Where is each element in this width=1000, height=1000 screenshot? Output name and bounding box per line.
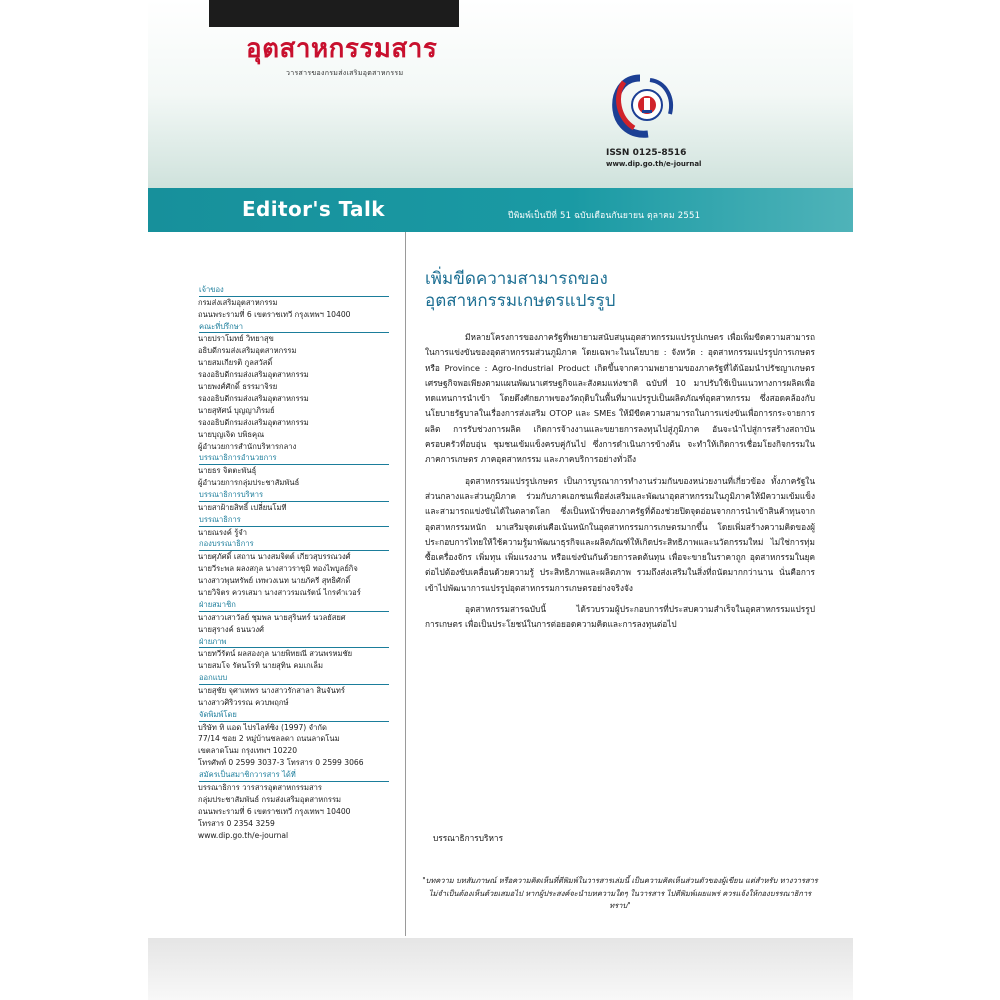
credit-line: นางสาวเสาวัลย์ ชุมพล นายสุรินทร์ นวลยัสยศ: [198, 612, 346, 622]
article-title-line-2: อุตสาหกรรมเกษตรแปรรูป: [425, 291, 616, 311]
article-paragraph: อุตสาหกรรมสารฉบับนี้ ได้รวบรวมผู้ประกอบการที่ประสบความสำเร็จในอุตสาหกรรมแปรรูปการเกษตร เพื่อเป็นประโยชน์ในการต่อยอดความคิดและการลงทุนต่อไป: [425, 604, 815, 630]
credit-line: นายบุญเจิด บพิธคุณ: [198, 429, 265, 439]
credit-heading-text: คณะที่ปรึกษา: [199, 322, 389, 334]
credit-line: ผู้อำนวยการสำนักบริหารกลาง: [198, 441, 297, 451]
credit-heading-text: ฝ่ายภาพ: [199, 637, 389, 649]
credit-line: นายสมเกียรติ กูลสวัสดิ์: [198, 358, 273, 368]
credit-line: รองอธิบดีกรมส่งเสริมอุตสาหกรรม: [198, 393, 309, 403]
credit-line: นางสาวพุนทรัพย์ เทพวงเนท นายภัครี สุทธิศักดิ์: [198, 576, 351, 586]
article-paragraph: อุตสาหกรรมแปรรูปเกษตร เป็นการบูรณาการทำงานร่วมกันของหน่วยงานที่เกี่ยวข้อง ทั้งภาครัฐในส่วนกลางและส่วนภูมิภาค ร่วมกับภาคเอกชนเพื่อส่งเสริมและพัฒนาอุตสาหกรรมในภูมิภาคให้มีความเข้มแข็งและสามารถแข่งขันได้ในตลาดโลก ซึ่งเป็นหน้าที่ของภาครัฐที่ต้องช่วยปิดจุดอ่อนจากการนำเข้าสินค้าทุนจากอุตสาหกรรมหนัก มาเสริมจุดเด่นคือเน้นหนักในอุตสาหกรรมการเกษตรมากขึ้น โดยเพิ่มสร้างความคิดของผู้ประกอบการไทยให้ใช้ความรู้มาพัฒนาธุรกิจและผลิตภัณฑ์ให้เกิดประสิทธิภาพและนวัตกรรมใหม่ ไม่ใช่การทุ่มซื้อเครื่องจักร เพิ่มทุน เพิ่มแรงงาน หรือแข่งขันกันด้วยการลดต้นทุน เพื่อจะขายในราคาถูก อุตสาหกรรมในยุคต่อไปต้องขับเคลื่อนด้วยความรู้ ประสิทธิภาพและผลิตภาพ รวมถึงส่งเสริมในสิ่งที่ถนัดมากกว่านาน นั่นคือการเข้าไปพัฒนาการแปรรูปอุตสาหกรรมการเกษตรอย่างจริงจัง: [425, 475, 815, 593]
credit-heading-text: บรรณาธิการอำนวยการ: [199, 453, 389, 465]
disclaimer-note: "บทความ บทสัมภาษณ์ หรือความคิดเห็นที่ตีพิมพ์ในวารสารเล่มนี้ เป็นความคิดเห็นส่วนตัวของผู้เขียน แต่สำหรับ ทางวารสาร ไม่จำเป็นต้องเห็นด้วยเสมอไป หากผู้ประสงค์จะนำบทความใดๆ ในวารสาร ไปตีพิมพ์เผยแพร่ ควรแจ้งให้กองบรรณาธิการทราบ": [422, 876, 818, 910]
magazine-page: [148, 0, 853, 1000]
credit-line: ถนนพระรามที่ 6 เขตราชเทวี กรุงเทพฯ 10400: [198, 806, 351, 816]
credit-line: กรมส่งเสริมอุตสาหกรรม: [198, 297, 278, 307]
credit-line: รองอธิบดีกรมส่งเสริมอุตสาหกรรม: [198, 370, 309, 380]
journal-url: www.dip.go.th/e-journal: [606, 160, 702, 168]
credit-line: ถนนพระรามที่ 6 เขตราชเทวี กรุงเทพฯ 10400: [198, 309, 351, 319]
article-title-line-1: เพิ่มขีดความสามารถของ: [425, 269, 608, 289]
credit-line: บรรณาธิการ วารสารอุตสาหกรรมสาร: [198, 782, 322, 792]
top-black-bar: [209, 0, 459, 27]
credit-line: นายสุชัย จุศาเทพร นางสาวรักสาลา สินจันทร์: [198, 685, 345, 695]
article-signature: บรรณาธิการบริหาร: [433, 833, 504, 843]
credit-line: 77/14 ซอย 2 หมู่บ้านชลลดา ถนนลาดโนม: [198, 734, 340, 744]
credit-line: www.dip.go.th/e-journal: [198, 830, 289, 840]
credit-line: นายสุรางค์ ธนนวงศ์: [198, 624, 264, 634]
credit-line: นายสมโจ รัตนโรทิ นายสุทิน คมเกเล็ม: [198, 661, 323, 671]
credit-heading-text: บรรณาธิการ: [199, 515, 389, 527]
credit-line: นายสาฝ้ายสิทธิ์ เปลี่ยนโมที: [198, 502, 287, 512]
credit-line: นายณรงค์ รู้จำ: [198, 527, 248, 537]
credit-line: ผู้อำนวยการกลุ่มประชาสัมพันธ์: [198, 478, 300, 488]
credit-line: อธิบดีกรมส่งเสริมอุตสาหกรรม: [198, 346, 297, 356]
credit-line: เขตลาดโนม กรุงเทพฯ 10220: [198, 746, 298, 756]
credit-line: รองอธิบดีกรมส่งเสริมอุตสาหกรรม: [198, 417, 309, 427]
issue-info: ปีพิมพ์เป็นปีที่ 51 ฉบับเดือนกันยายน ตุลาคม 2551: [508, 211, 701, 221]
credit-line: นายธร จิตตะพันธุ์: [198, 466, 257, 476]
credit-line: นายวิจิตร ควรเสมา นางสาวรมณรัตน์ ไกรคำเวอร์: [198, 588, 361, 597]
credit-line: นายปราโมทย์ วิทยาสุข: [198, 334, 274, 344]
credit-line: นายทวีรัตน์ ผลสองกุล นายพิทยณี สวนพรหมชัย: [198, 649, 353, 659]
credit-heading-text: บรรณาธิการบริหาร: [199, 490, 389, 502]
magazine-title: อุตสาหกรรมสาร: [246, 34, 438, 64]
credit-heading-text: จัดพิมพ์โดย: [199, 710, 389, 722]
dip-logo-icon: [610, 72, 676, 142]
credit-heading-text: ออกแบบ: [199, 673, 389, 685]
credit-line: นายสุทัศน์ บุญญาภิรมย์: [198, 405, 275, 415]
credit-line: นางสาวศิริวรรณ ควบพฤกษ์: [198, 697, 289, 707]
credit-heading-text: กองบรรณาธิการ: [199, 539, 389, 551]
page-shadow: [148, 938, 853, 1000]
credit-line: บริษัท ทิ แอด ไปรไลท์ซิง (1997) จำกัด: [198, 722, 327, 732]
credit-line: โทรศัพท์ 0 2599 3037-3 โทรสาร 0 2599 3066: [198, 758, 364, 768]
magazine-subtitle: วารสารของกรมส่งเสริมอุตสาหกรรม: [286, 69, 404, 77]
issn-number: ISSN 0125-8516: [606, 148, 687, 158]
credit-line: โทรสาร 0 2354 3259: [198, 818, 275, 828]
credit-heading-text: ฝ่ายสมาชิก: [199, 600, 389, 612]
credit-line: กลุ่มประชาสัมพันธ์ กรมส่งเสริมอุตสาหกรรม: [198, 794, 342, 804]
credit-heading-text: สมัครเป็นสมาชิกวารสาร ได้ที่: [199, 770, 389, 782]
credit-line: นายศุภัศดิ์ เสถาน นางสมจิตต์ เกียวสุบรรณวงศ์: [198, 552, 351, 562]
section-title: Editor's Talk: [242, 197, 385, 221]
credit-line: นายวีระพล ผลงสกุล นางสาวราชุมิ ทองไพบูลย์กิจ: [198, 564, 358, 574]
credit-heading-text: เจ้าของ: [199, 285, 389, 297]
credit-line: นายพงศ์ศักดิ์ ธรรมาจิรย: [198, 382, 278, 392]
article-paragraph: มีหลายโครงการของภาครัฐที่พยายามสนับสนุนอุตสาหกรรมแปรรูปเกษตร เพื่อเพิ่มขีดความสามารถในการแข่งขันของอุตสาหกรรมส่วนภูมิภาค โดยเฉพาะในนโยบาย : จังหวัด : อุตสาหกรรมแปรรูปการเกษตร หรือ Province : Agro-Industrial Product เกิดขึ้นจากความพยายามของภาครัฐที่ได้น้อมนำปรัชญาเกษตรเศรษฐกิจพอเพียงตามแผนพัฒนาเศรษฐกิจและสังคมแห่งชาติ ฉบับที่ 10 มาปรับใช้เป็นแนวทางการผลิตเพื่อทดแทนการนำเข้า โดยดึงศักยภาพของวัตถุดิบในพื้นที่มาแปรรูปเป็นผลิตภัณฑ์อุตสาหกรรม ซึ่งสอดคล้องกับนโยบายรัฐบาลในเรื่องการส่งเสริม OTOP และ SMEs ให้มีขีดความสามารถในการแข่งขันเพื่อการกระจายการผลิต การรับช่วงการผลิต เกิดการจ้างงานและขยายการลงทุนไปสู่ภูมิภาค อันจะนำไปสู่การสร้างสถาบันครอบครัวที่อบอุ่น ชุมชนเข้มแข็งครบคู่กันไป ซึ่งการดำเนินการข้างต้น จะทำให้เกิดการเชื่อมโยงกิจกรรมในภาคการเกษตร ภาคอุตสาหกรรม และภาคบริการอย่างทั่วถึง: [425, 332, 815, 465]
